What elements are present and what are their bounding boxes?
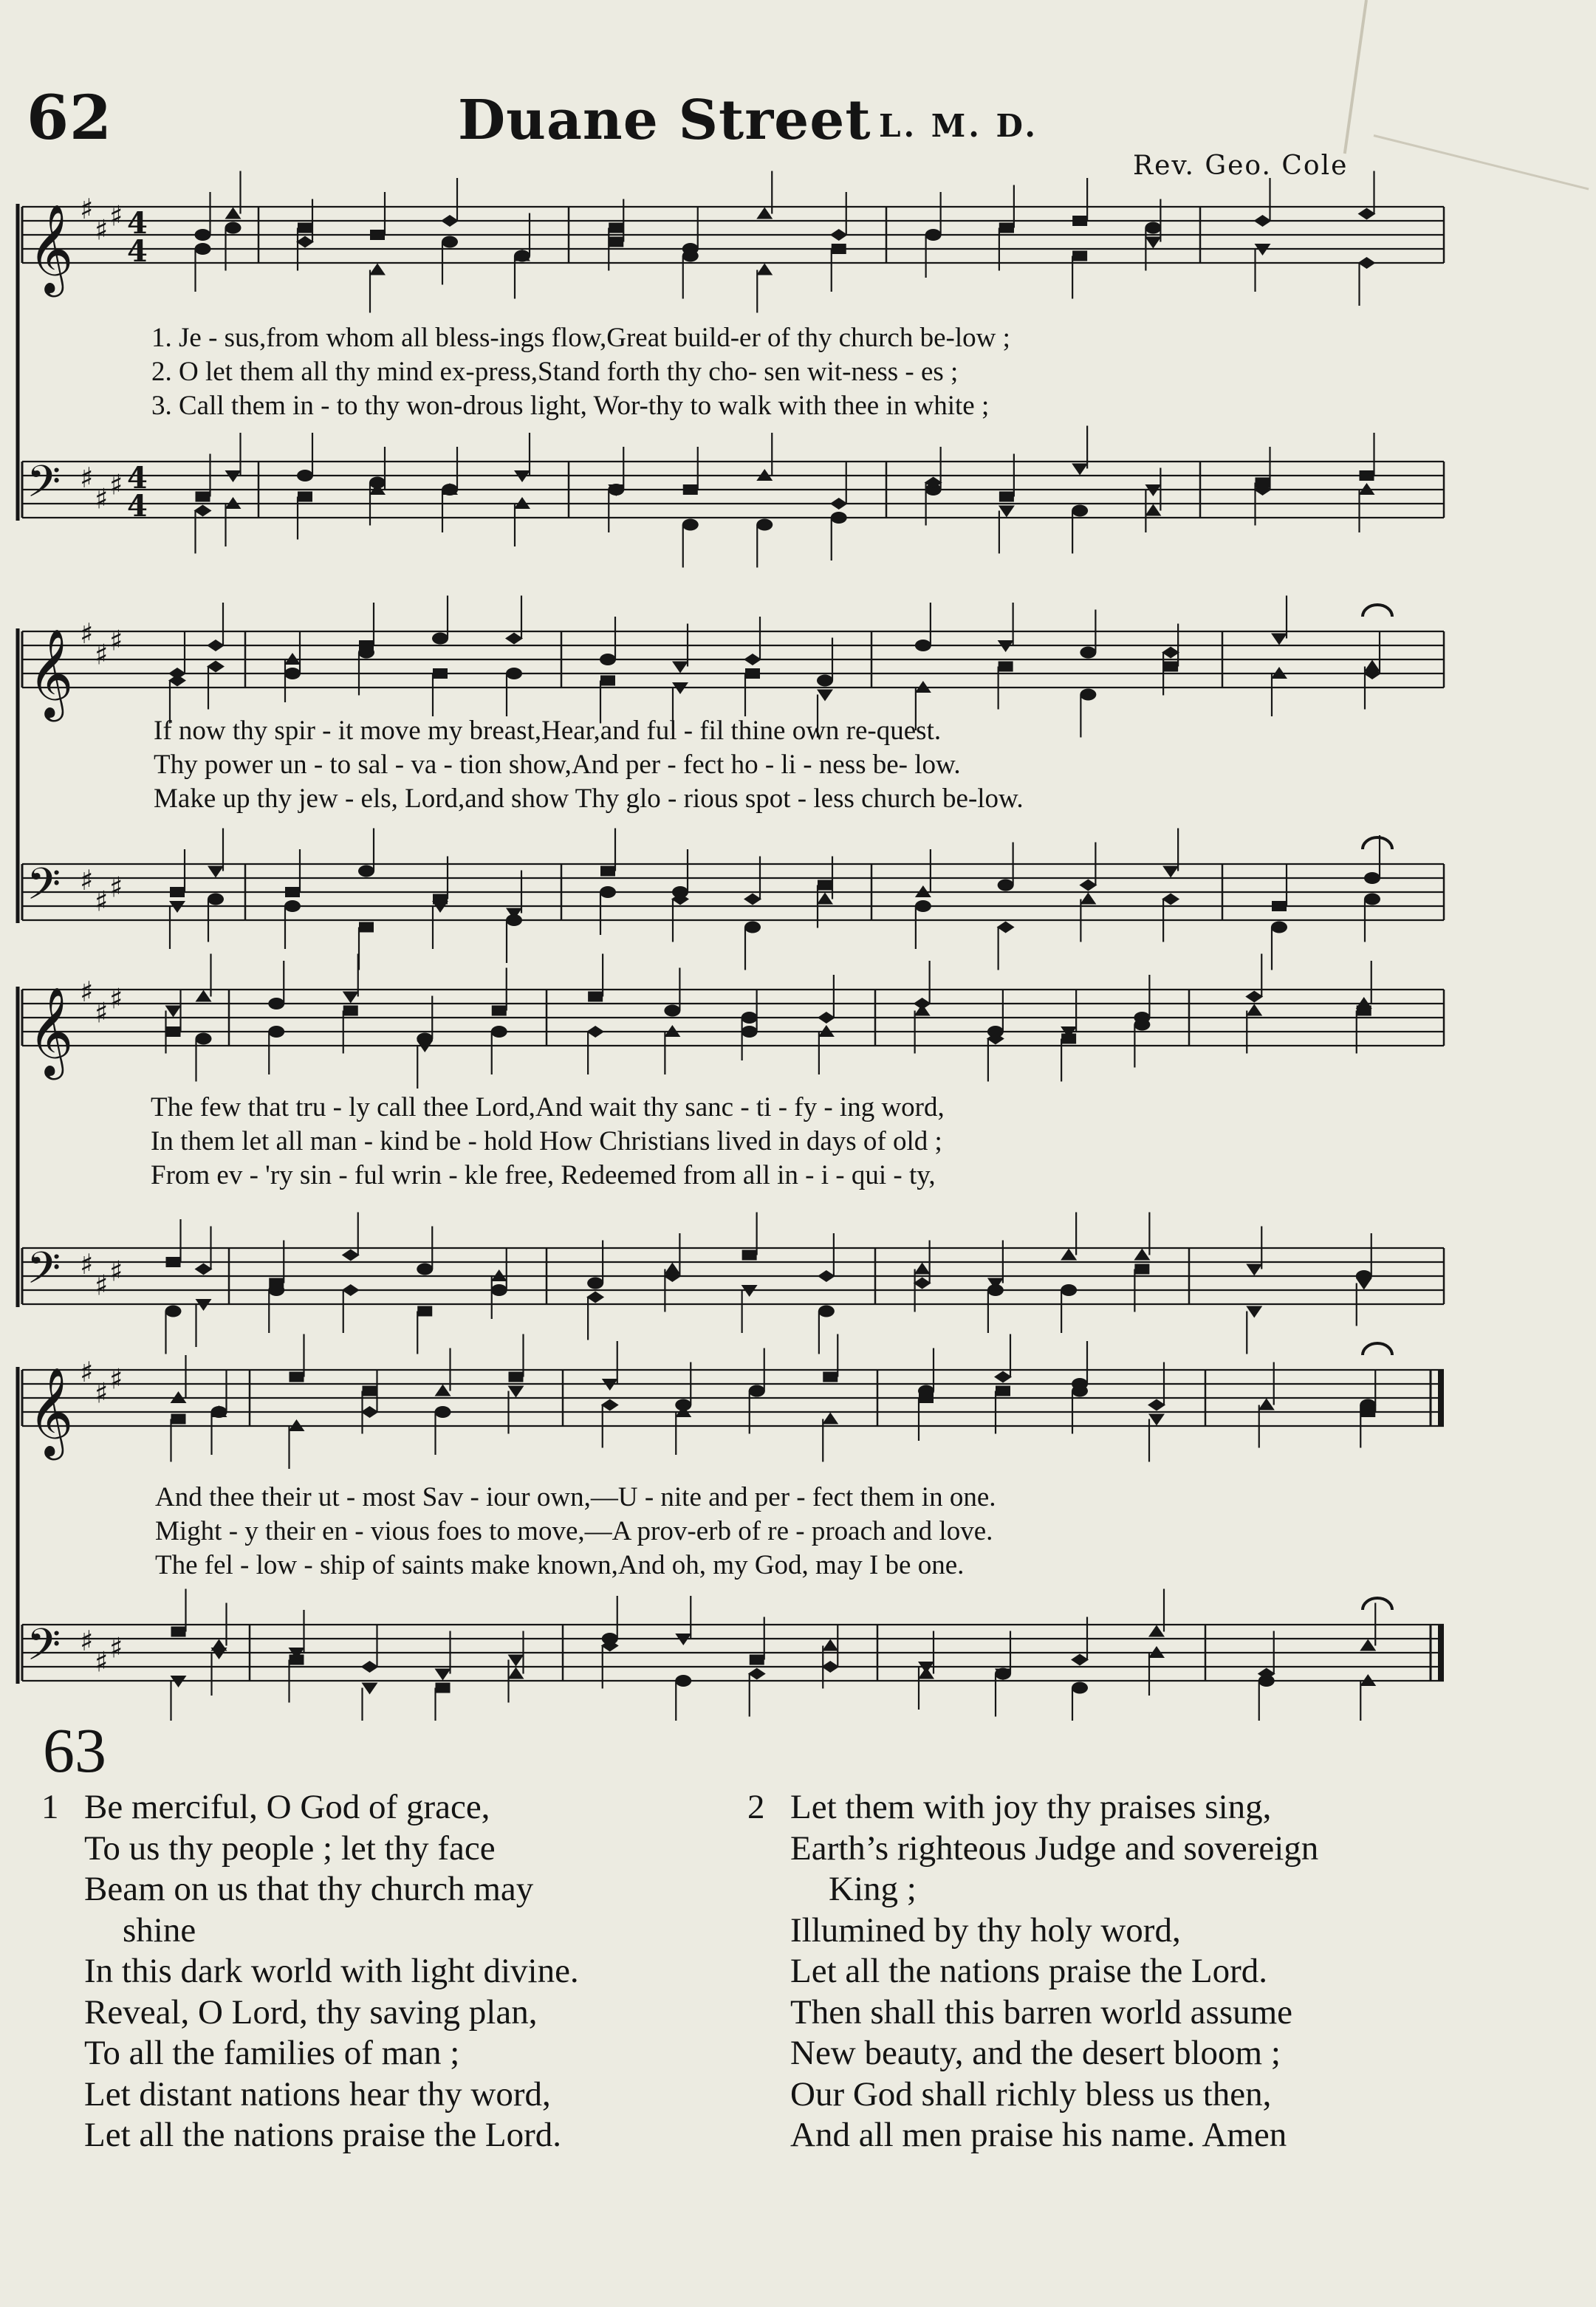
bass-note [369,477,386,489]
sharp-sign: ♯ [109,982,123,1015]
sharp-sign: ♯ [95,996,109,1029]
tenor-note [196,492,210,502]
final-barline-thick [1438,1625,1444,1681]
alto-note [817,690,833,702]
sharp-sign: ♯ [109,1255,123,1288]
soprano-note [296,236,314,248]
bass-note [999,506,1015,518]
bass-note [915,900,931,912]
soprano-note [1254,215,1272,227]
stanza-line: Earth’s righteous Judge and sovereign [790,1828,1319,1868]
alto-note [1134,1019,1150,1031]
alto-note [343,1006,358,1016]
bass-note [1134,1264,1149,1275]
tenor-note [361,1661,379,1673]
tenor-note [914,1278,931,1289]
stanza-1 [41,1787,579,2156]
alto-note [1061,1034,1076,1044]
alto-note [600,676,615,686]
soprano-note [830,229,848,241]
soprano-note [1163,662,1178,672]
bass-note [1258,1675,1275,1687]
sharp-sign: ♯ [95,885,109,918]
soprano-note [432,633,448,645]
soprano-note [225,208,242,219]
tenor-note [208,866,224,878]
hymn-title: Duane Street [458,89,871,152]
soprano-note [756,208,773,219]
alto-note [196,1033,212,1045]
alto-note [1246,1004,1262,1016]
tenor-note [1134,1249,1150,1261]
stanza-line: Be merciful, O God of grace, [84,1788,490,1826]
bass-note [208,894,224,905]
fermata [1363,1343,1392,1355]
tenor-note [170,887,185,897]
bass-note [914,1263,931,1275]
alto-note [586,1026,604,1038]
bass-note [194,505,212,517]
tenor-note [508,1667,524,1679]
soprano-note [492,1006,507,1016]
stanza-line: New beauty, and the desert bloom ; [790,2034,1281,2072]
bass-note [818,880,832,891]
tenor-note [1079,880,1097,891]
verse-line: The fel - low - ship of saints make known,And oh, my God, may I be one. [155,1550,965,1580]
tenor-note [1364,872,1380,884]
treble-clef: 𝄞 [28,1366,74,1456]
alto-note [682,250,699,262]
soprano-note [1080,647,1096,659]
sharp-sign: ♯ [80,1356,94,1388]
alto-note [1360,1399,1376,1411]
sharp-sign: ♯ [109,1362,123,1396]
tenor-note [817,893,833,905]
composer: Rev. Geo. Cole [1133,151,1349,181]
alto-note [999,662,1013,672]
stanza-number: 1 [41,1788,59,1826]
soprano-note [600,654,616,665]
tenor-note [1145,504,1161,516]
bass-note [744,922,761,933]
alto-note [832,244,846,254]
alto-note [369,264,386,275]
stanza-line: Let them with joy thy praises sing, [790,1788,1272,1826]
tenor-note [1061,1249,1077,1261]
tenor-note [1360,1639,1376,1651]
alto-note [1357,1006,1371,1016]
bass-note [506,914,522,926]
stanza-line: Beam on us that thy church may [84,1870,534,1908]
bass-note [1162,894,1179,905]
stanza-line: To all the families of man ; [84,2034,460,2072]
sharp-sign: ♯ [80,976,94,1008]
tenor-note [998,880,1014,891]
alto-note [207,661,225,673]
stanza-line: In this dark world with light divine. [84,1952,579,1990]
bass-note [987,1284,1004,1296]
soprano-note [818,1012,835,1024]
soprano-note [290,1372,304,1382]
alto-note [1358,257,1376,269]
verse-line: The few that tru - ly call thee Lord,And wait thy sanc - ti - fy - ing word, [151,1092,945,1122]
alto-note [1162,647,1179,659]
soprano-note [817,675,833,687]
bass-note [756,519,773,531]
alto-note [1145,222,1161,234]
bass-note [1356,1278,1372,1290]
tenor-note [821,1661,839,1673]
alto-note [609,223,623,233]
alto-note [168,675,186,687]
soprano-note [1145,237,1161,249]
stanza-line: Then shall this barren world assume [790,1992,1293,2032]
soprano-note [284,668,301,679]
bass-note [1080,893,1096,905]
alto-note [442,236,458,248]
soprano-note [207,640,225,651]
alto-note [506,668,522,679]
bass-note [1256,478,1270,488]
soprano-note [268,998,284,1009]
soprano-note [195,229,211,241]
bass-note [268,1284,284,1296]
sharp-sign: ♯ [80,1248,94,1281]
soprano-note [672,662,688,673]
alto-note [822,1413,838,1425]
time-signature-bottom: 4 [127,234,148,269]
soprano-note [742,1026,758,1038]
bass-note [508,1655,524,1667]
soprano-note [1358,208,1376,220]
soprano-note [1148,1399,1165,1411]
tenor-note [818,1270,835,1282]
fermata [1363,837,1392,849]
verse-line: 1. Je - sus,from whom all bless-ings flow,Great build-er of thy church be-low ; [151,323,1010,353]
bass-note [831,512,847,524]
soprano-note [609,237,623,247]
treble-clef: 𝄞 [28,203,74,293]
tenor-note [587,1278,603,1289]
bass-note [342,1284,360,1296]
bass-note [165,1306,182,1317]
fermata [1363,1598,1392,1610]
tenor-note [358,865,374,877]
tenor-note [342,1250,360,1261]
verse-line: And thee their ut - most Sav - iour own,—U - nite and per - fect them in one. [155,1482,996,1512]
tenor-note [683,484,698,495]
tenor-note [999,492,1014,502]
soprano-note [441,215,459,227]
tenor-note [750,1655,764,1665]
bass-note [997,922,1015,933]
bass-note [664,1263,680,1275]
tenor-note [1272,901,1287,911]
soprano-note [823,1372,838,1382]
verse-line: 3. Call them in - to thy won-drous light, Wor-thy to walk with thee in white ; [151,391,990,421]
soprano-note [343,992,359,1004]
soprano-note [370,230,385,240]
bass-note [1364,894,1380,905]
stanza-line: Let distant nations hear thy word, [84,2074,551,2114]
bass-note [818,1306,835,1317]
bass-note [822,1639,838,1651]
alto-note [996,1386,1010,1396]
soprano-note [1271,634,1287,645]
sharp-sign: ♯ [95,213,109,247]
tenor-note [1071,1654,1089,1666]
sharp-sign: ♯ [80,193,94,225]
alto-note [225,222,242,234]
sharp-sign: ♯ [109,624,123,657]
tenor-note [600,866,615,877]
time-signature-top: 4 [127,206,148,241]
bass-clef: 𝄢 [27,456,61,518]
soprano-note [664,1005,680,1017]
tenor-note [166,1257,181,1267]
bass-note [298,492,312,502]
stanza-2 [747,1787,1319,2156]
alto-note [914,1004,931,1016]
verse-line: In them let all man - kind be - hold How Christians lived in days of old ; [151,1126,942,1156]
soprano-note [509,1372,524,1382]
alto-note [433,668,448,679]
alto-note [925,229,942,241]
soprano-note [505,633,523,645]
stanza-line: Let all the nations praise the Lord. [790,1952,1268,1990]
soprano-note [994,1371,1012,1383]
alto-note [211,1406,227,1418]
time-signature-bottom: 4 [127,489,148,524]
alto-note [1148,1414,1165,1426]
tenor-note [297,470,313,481]
bass-note [600,886,616,898]
tenor-note [171,1627,186,1637]
soprano-note [744,654,761,665]
sharp-sign: ♯ [80,864,94,897]
alto-note [165,1006,182,1018]
bass-note [675,1675,691,1687]
bass-note [586,1292,604,1303]
sharp-sign: ♯ [109,468,123,501]
alto-note [601,1399,619,1411]
tenor-note [1246,1264,1262,1276]
bass-clef: 𝄢 [27,1619,61,1681]
soprano-note [915,640,931,651]
bass-note [442,484,458,496]
sharp-sign: ♯ [80,617,94,650]
stanza-line: To us thy people ; let thy face [84,1828,496,1868]
stanza-line: Reveal, O Lord, thy saving plan, [84,1992,538,2032]
final-barline-thick [1438,1370,1444,1426]
alto-note [745,668,760,679]
tenor-note [435,1669,451,1681]
tenor-note [830,498,848,510]
alto-note [195,243,211,255]
tenor-note [1072,464,1088,476]
stanza-line: Our God shall richly bless us then, [790,2074,1272,2114]
bass-note [290,1655,304,1665]
alto-note [171,1414,186,1425]
stanza-number: 2 [747,1788,765,1826]
alto-note [358,647,374,659]
sharp-sign: ♯ [95,1377,109,1410]
alto-note [268,1026,284,1038]
soprano-note [588,992,603,1002]
sharp-sign: ♯ [109,199,123,233]
alto-note [435,1406,451,1418]
hymn-number: 63 [43,1715,106,1786]
tenor-note [1148,1625,1165,1637]
verse-line: Make up thy jew - els, Lord,and show Thy glo - rious spot - less church be-low. [154,784,1024,814]
alto-note [756,264,773,275]
alto-note [508,1386,524,1398]
stanza-line: Let all the nations praise the Lord. [84,2116,562,2154]
alto-note [749,1385,765,1397]
alto-note [1072,251,1087,261]
alto-note [491,1026,507,1038]
alto-note [742,1012,758,1024]
alto-note [919,1393,934,1403]
bass-note [748,1668,766,1680]
sharp-sign: ♯ [80,462,94,494]
bass-note [1072,1682,1088,1694]
soprano-note [196,990,212,1002]
treble-clef: 𝄞 [28,986,74,1076]
bass-note [1072,505,1088,517]
sharp-sign: ♯ [95,638,109,671]
stanza-line: King ; [829,1870,917,1908]
hymn-meter: L. M. D. [879,108,1039,144]
alto-note [1080,689,1096,701]
verse-line: If now thy spir - it move my breast,Hear,and ful - fil thine own re-quest. [154,716,942,746]
tenor-note [742,1250,757,1261]
bass-note [284,900,301,912]
bass-note [436,1683,451,1693]
bass-note [1061,1284,1077,1296]
tenor-note [1162,866,1179,878]
alto-note [1364,660,1380,672]
bass-note [359,922,374,933]
soprano-note [435,1385,451,1396]
tenor-note [744,894,761,905]
bass-clef: 𝄢 [27,1242,61,1304]
verse-line: Thy power un - to sal - va - tion show,And per - fect ho - li - ness be- low. [154,750,961,780]
sharp-sign: ♯ [95,482,109,515]
soprano-note [166,1026,181,1037]
bass-note [417,1306,432,1317]
tenor-note [1360,470,1374,481]
sharp-sign: ♯ [109,1631,123,1665]
sharp-sign: ♯ [109,871,123,904]
bass-note [1246,1306,1262,1318]
tenor-note [417,1264,433,1275]
verse-line: From ev - 'ry sin - ful wrin - kle free, Redeemed from all in - i - qui - ty, [151,1160,936,1190]
fermata [1363,605,1392,617]
sharp-sign: ♯ [95,1645,109,1679]
page-number: 62 [27,83,113,154]
stanza-line: shine [123,1910,196,1950]
alto-note [1072,1385,1088,1397]
soprano-note [1245,991,1263,1003]
verse-line: Might - y their en - vious foes to move,—A prov-erb of re - proach and love. [155,1516,993,1546]
treble-clef: 𝄞 [28,628,74,718]
time-signature-top: 4 [127,461,148,496]
tenor-note [195,1264,213,1275]
bass-clef: 𝄢 [27,858,61,920]
tenor-note [285,887,300,897]
sharp-sign: ♯ [80,1625,94,1657]
alto-note [1258,1399,1275,1410]
tenor-note [491,1284,507,1296]
alto-note [999,223,1014,233]
bass-note [362,1683,378,1695]
verse-line: 2. O let them all thy mind ex-press,Stand forth thy cho- sen wit-ness - es ; [151,357,959,387]
stanza-line: Illumined by thy holy word, [790,1910,1181,1950]
bass-note [682,519,699,531]
soprano-note [361,1406,379,1418]
bass-note [1271,922,1287,933]
alto-note [298,223,312,233]
stanza-line: And all men praise his name. Amen [790,2116,1287,2154]
sharp-sign: ♯ [95,1269,109,1302]
soprano-note [1072,216,1087,226]
alto-note [363,1386,377,1396]
